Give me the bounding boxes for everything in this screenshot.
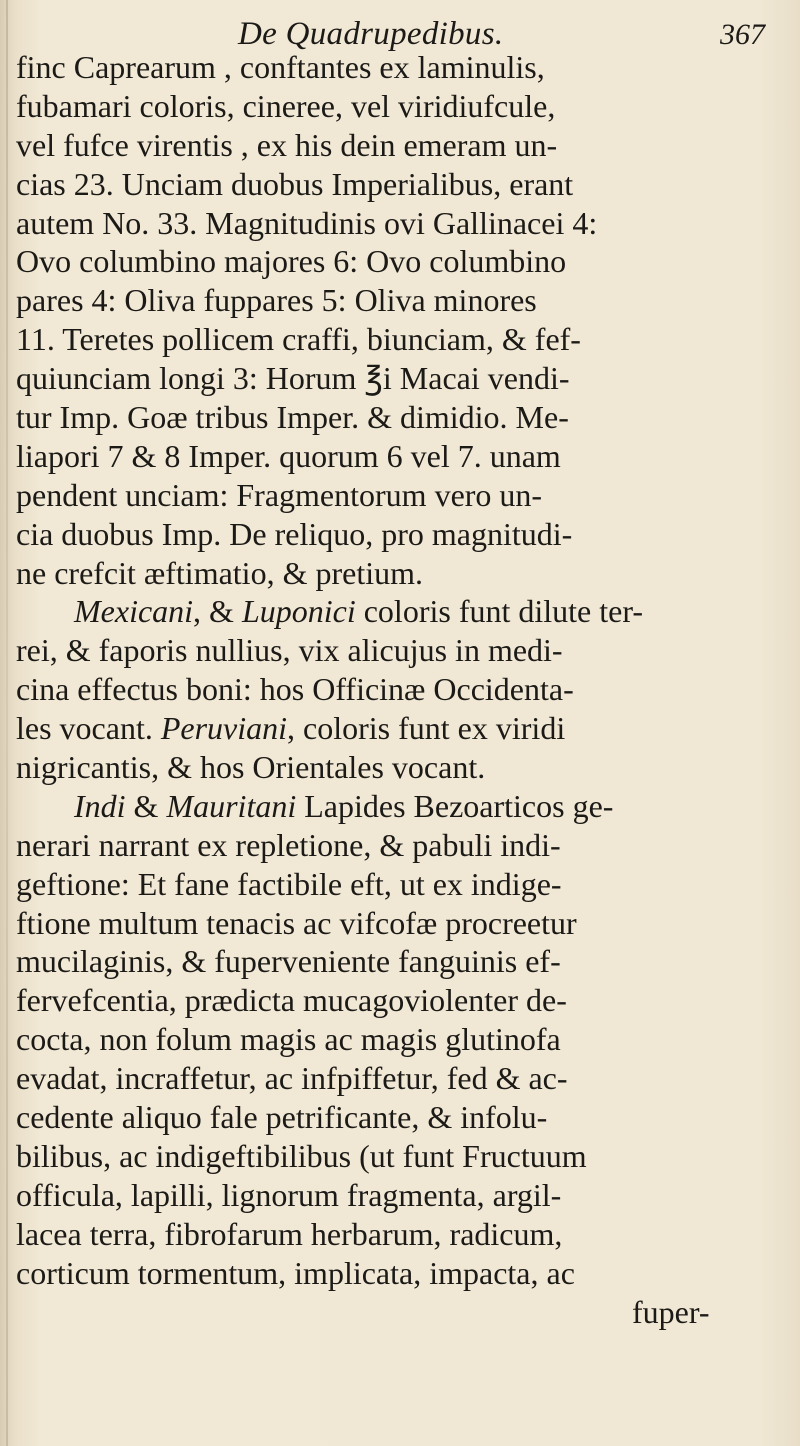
text-line bbox=[16, 87, 794, 126]
line-text: bilibus, ac indigeftibilibus (ut funt Fructuum bbox=[16, 1137, 587, 1174]
line-text: fervefcentia, prædicta mucagoviolenter de- bbox=[16, 982, 567, 1019]
line-text: evadat, incraffetur, ac infpiffetur, fed & ac- bbox=[16, 1060, 568, 1097]
text-line bbox=[16, 320, 794, 359]
italic-term: Mexicani bbox=[74, 593, 194, 630]
line-text: cedente aliquo fale petrificante, & infolu- bbox=[16, 1099, 548, 1136]
text-line bbox=[16, 437, 794, 476]
text-line bbox=[16, 865, 794, 904]
text-line bbox=[16, 904, 794, 943]
line-text: cia duobus Imp. De reliquo, pro magnitudi- bbox=[16, 515, 573, 552]
line-text: nerari narrant ex repletione, & pabuli indi- bbox=[16, 826, 561, 863]
line-text: , & bbox=[193, 593, 242, 630]
italic-term: Indi bbox=[74, 787, 126, 824]
binding-gutter bbox=[6, 0, 8, 1446]
line-text: finc Caprearum , conftantes ex laminulis, bbox=[16, 49, 545, 85]
line-text: cias 23. Unciam duobus Imperialibus, erant bbox=[16, 165, 574, 202]
line-text: ftione multum tenacis ac vifcofæ procreetur bbox=[16, 904, 577, 941]
text-line bbox=[16, 359, 794, 398]
text-line bbox=[16, 631, 794, 670]
text-line bbox=[16, 554, 794, 593]
text-line bbox=[16, 1215, 794, 1254]
text-line bbox=[16, 476, 794, 515]
text-line bbox=[16, 48, 794, 87]
line-text: , coloris funt ex viridi bbox=[287, 710, 566, 747]
paragraph-start-line bbox=[16, 592, 794, 631]
line-text: cina effectus boni: hos Officinæ Occidenta- bbox=[16, 671, 574, 708]
text-line bbox=[16, 1176, 794, 1215]
text-line bbox=[16, 398, 794, 437]
text-line bbox=[16, 126, 794, 165]
line-text: officula, lapilli, lignorum fragmenta, argil- bbox=[16, 1176, 562, 1213]
text-line bbox=[16, 165, 794, 204]
line-text: & bbox=[125, 787, 167, 824]
text-line bbox=[16, 670, 794, 709]
line-text: autem No. 33. Magnitudinis ovi Gallinacei 4: bbox=[16, 204, 598, 241]
text-line bbox=[16, 515, 794, 554]
paragraph-start-line bbox=[16, 787, 794, 826]
line-text: Lapides Bezoarticos ge- bbox=[296, 787, 614, 824]
text-line bbox=[16, 748, 794, 787]
line-text: vel fufce virentis , ex his dein emeram un- bbox=[16, 126, 558, 163]
text-line bbox=[16, 826, 794, 865]
line-text: fubamari coloris, cineree, vel viridiufcule, bbox=[16, 87, 556, 124]
italic-term: Luponici bbox=[241, 593, 356, 630]
line-text: tur Imp. Goæ tribus Imper. & dimidio. Me- bbox=[16, 399, 569, 436]
text-line bbox=[16, 981, 794, 1020]
text-line bbox=[16, 242, 794, 281]
italic-term: Mauritani bbox=[166, 787, 297, 824]
line-text: quiunciam longi 3: Horum ℥i Macai vendi- bbox=[16, 360, 570, 397]
text-line bbox=[16, 1059, 794, 1098]
text-line bbox=[16, 1020, 794, 1059]
running-title: De Quadrupedibus. bbox=[238, 16, 504, 52]
line-text: nigricantis, & hos Orientales vocant. bbox=[16, 749, 486, 786]
text-line bbox=[16, 709, 794, 748]
line-text: pendent unciam: Fragmentorum vero un- bbox=[16, 476, 543, 513]
line-text: liapori 7 & 8 Imper. quorum 6 vel 7. unam bbox=[16, 437, 561, 474]
line-text: ne crefcit æftimatio, & pretium. bbox=[16, 554, 423, 591]
body-text bbox=[16, 48, 794, 1331]
line-text: coloris funt dilute ter- bbox=[355, 593, 643, 630]
line-text: les vocant. bbox=[16, 710, 161, 747]
line-text: corticum tormentum, implicata, impacta, ac bbox=[16, 1254, 575, 1291]
text-line bbox=[16, 1254, 794, 1293]
line-text: cocta, non folum magis ac magis glutinofa bbox=[16, 1021, 561, 1058]
text-line bbox=[16, 281, 794, 320]
line-text: lacea terra, fibrofarum herbarum, radicum, bbox=[16, 1215, 563, 1252]
page-number: 367 bbox=[720, 18, 765, 51]
line-text: Ovo columbino majores 6: Ovo columbino bbox=[16, 243, 567, 280]
line-text: 11. Teretes pollicem craffi, biunciam, & fef- bbox=[16, 321, 581, 358]
line-text: pares 4: Oliva fuppares 5: Oliva minores bbox=[16, 282, 537, 319]
text-line bbox=[16, 204, 794, 243]
line-text: mucilaginis, & fuperveniente fanguinis ef- bbox=[16, 943, 561, 980]
line-text: rei, & faporis nullius, vix alicujus in medi- bbox=[16, 632, 563, 669]
line-text: geftione: Et fane factibile eft, ut ex indige- bbox=[16, 865, 562, 902]
text-line bbox=[16, 1098, 794, 1137]
text-line bbox=[16, 942, 794, 981]
text-line bbox=[16, 1137, 794, 1176]
italic-term: Peruviani bbox=[160, 710, 288, 747]
catchword: fuper- bbox=[632, 1293, 710, 1330]
